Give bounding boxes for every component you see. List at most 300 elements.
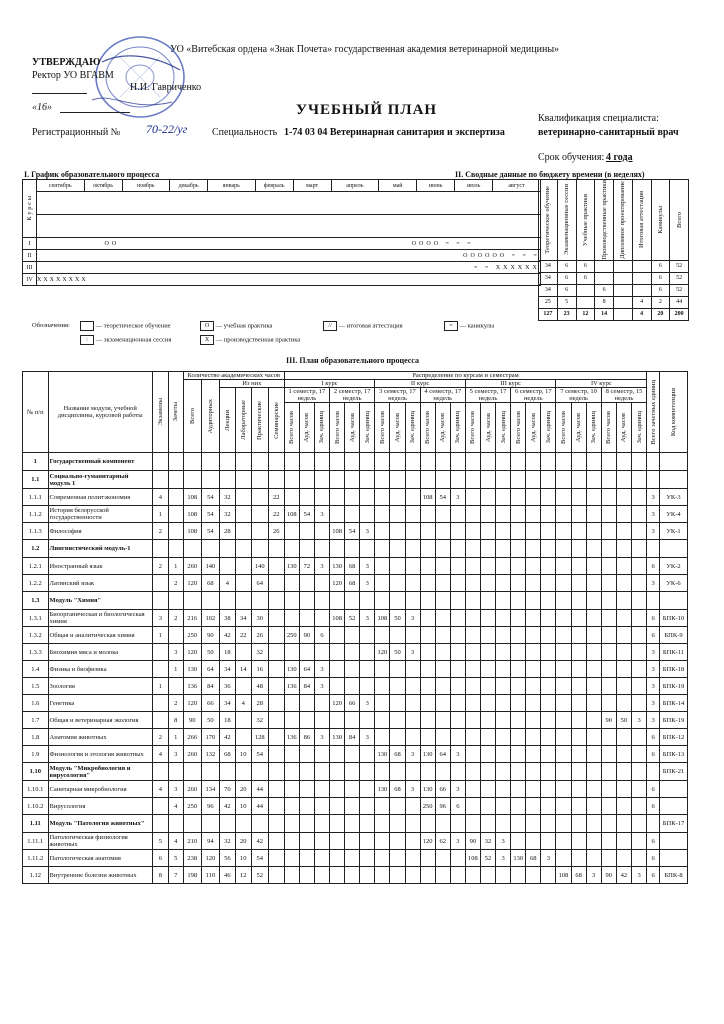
table-cell: 3 [314,661,329,678]
course-4-header: IV курс [556,380,647,388]
practice-symbol-icon: О [200,321,214,331]
table-cell [435,678,450,695]
table-cell [284,453,299,471]
table-cell [152,453,168,471]
table-cell: 3 [168,644,183,661]
table-cell: 6 [647,833,660,850]
table-cell [511,695,526,712]
table-cell: 120 [183,695,201,712]
summary-cell [614,260,633,272]
table-cell [314,833,329,850]
table-cell [465,798,480,815]
table-cell: 3 [647,489,660,506]
table-cell [219,592,235,610]
table-cell [541,729,556,746]
table-cell: 66 [435,781,450,798]
table-cell: УК-2 [660,558,688,575]
table-cell [631,506,646,523]
table-cell [631,610,646,627]
table-cell [631,798,646,815]
summary-cell [614,272,633,284]
table-cell [268,610,284,627]
table-cell [586,644,601,661]
table-cell: 6 [647,610,660,627]
table-cell [631,453,646,471]
table-row [23,867,688,884]
table-cell [284,471,299,489]
table-cell [268,867,284,884]
table-cell: 3 [450,781,465,798]
table-cell [616,489,631,506]
final-symbol-icon: // [323,321,337,331]
term-label: Срок обучения: [538,152,605,163]
table-cell [152,592,168,610]
table-cell [420,712,435,729]
table-cell [465,678,480,695]
table-cell [330,678,345,695]
table-cell: 90 [601,712,616,729]
table-cell [375,575,390,592]
table-cell [526,798,541,815]
table-cell [345,471,360,489]
table-cell [314,540,329,558]
table-cell [284,592,299,610]
table-cell [601,489,616,506]
table-cell [235,592,251,610]
prod-symbol-icon: X [200,335,214,345]
table-cell [480,815,495,833]
table-cell: 128 [251,729,268,746]
subcolumn-header: Ауд. часов [299,403,314,453]
table-cell [268,850,284,867]
table-cell [420,453,435,471]
table-cell [405,627,420,644]
table-cell [375,540,390,558]
table-cell [345,678,360,695]
table-cell [435,627,450,644]
table-cell [465,523,480,540]
table-cell [152,471,168,489]
table-cell [511,558,526,575]
table-cell [450,729,465,746]
table-cell [586,540,601,558]
table-cell: 54 [201,523,219,540]
table-cell [496,506,511,523]
table-cell: 4 [168,798,183,815]
table-cell [526,644,541,661]
table-cell [375,592,390,610]
table-cell [201,763,219,781]
table-cell [480,798,495,815]
table-cell: 20 [235,781,251,798]
table-cell [183,453,201,471]
table-cell: 54 [299,506,314,523]
table-cell [390,471,405,489]
table-cell [465,575,480,592]
table-cell [526,610,541,627]
table-cell: 1 [168,558,183,575]
table-cell [586,746,601,763]
table-cell [586,695,601,712]
table-cell [571,610,586,627]
table-cell [268,729,284,746]
table-cell [541,644,556,661]
discipline-name: Генетика [48,695,152,712]
table-cell [616,798,631,815]
table-cell [268,712,284,729]
table-cell [390,833,405,850]
table-cell [360,592,375,610]
table-cell [616,661,631,678]
col-ze: Всего зачетных единиц [647,372,660,453]
table-cell [435,712,450,729]
table-cell [556,610,571,627]
month-cell: декабрь [170,180,208,192]
table-cell [616,575,631,592]
table-row [23,746,688,763]
table-cell: 72 [299,558,314,575]
table-cell [496,798,511,815]
table-cell [450,471,465,489]
table-cell: 108 [330,523,345,540]
table-cell [526,575,541,592]
discipline-name: Физика и биофизика [48,661,152,678]
table-cell [152,712,168,729]
table-cell [235,453,251,471]
table-cell: 12 [235,867,251,884]
table-cell [284,763,299,781]
table-cell [571,850,586,867]
month-cell: август [493,180,541,192]
table-cell [631,695,646,712]
schedule-weeks-row [23,192,541,215]
table-cell [616,627,631,644]
table-cell [390,729,405,746]
table-cell [526,489,541,506]
table-cell: 5 [168,850,183,867]
table-cell [556,453,571,471]
col-code: Код компетенции [660,372,688,453]
table-cell [496,558,511,575]
table-cell [435,815,450,833]
table-cell [390,867,405,884]
table-cell [314,471,329,489]
table-cell [450,850,465,867]
table-cell: 32 [219,489,235,506]
table-cell [601,798,616,815]
row-number: 1.11.1 [23,833,49,850]
summary-cell [614,296,633,308]
table-cell: 170 [201,729,219,746]
table-cell: 108 [183,506,201,523]
table-cell [345,781,360,798]
table-cell: 108 [183,489,201,506]
table-cell [375,867,390,884]
table-cell [480,592,495,610]
table-cell [556,712,571,729]
table-cell [541,815,556,833]
month-cell: январь [208,180,256,192]
table-cell [660,833,688,850]
table-cell [496,489,511,506]
table-cell [284,850,299,867]
table-cell: 90 [601,867,616,884]
summary-cell: 52 [670,272,689,284]
table-cell: 260 [183,781,201,798]
subcolumn-header: Зач. единиц [450,403,465,453]
table-cell [556,644,571,661]
schedule-grid [22,179,541,286]
discipline-name: Философия [48,523,152,540]
table-cell: 108 [420,489,435,506]
table-row [23,729,688,746]
table-cell [631,540,646,558]
col-total: Всего [183,380,201,453]
table-cell [168,453,183,471]
subcolumn-header: Всего часов [420,403,435,453]
table-cell [405,471,420,489]
table-cell: 250 [284,627,299,644]
table-cell: 1 [152,506,168,523]
table-cell: 120 [330,695,345,712]
table-cell [571,729,586,746]
table-cell [330,746,345,763]
row-number: 1.2 [23,540,49,558]
table-cell [360,850,375,867]
table-cell [299,815,314,833]
table-cell: 86 [299,729,314,746]
table-cell [541,798,556,815]
table-cell [330,644,345,661]
semester-header: 3 семестр, 17 недель [375,388,420,403]
table-cell [345,540,360,558]
table-cell: 54 [345,523,360,540]
table-cell [601,746,616,763]
table-cell [168,678,183,695]
table-cell [496,695,511,712]
table-cell [420,815,435,833]
summary-row [539,260,689,272]
section-2-title: II. Сводные данные по бюджету времени (в неделях) [455,170,645,179]
table-cell: 64 [299,661,314,678]
table-cell [360,678,375,695]
table-cell [168,506,183,523]
table-cell [183,815,201,833]
table-cell: 90 [183,712,201,729]
summary-cell: 6 [557,284,576,296]
table-cell: 84 [201,678,219,695]
discipline-name: Общая и ветеринарная экология [48,712,152,729]
table-cell [601,453,616,471]
table-cell [152,815,168,833]
table-cell [284,781,299,798]
table-cell: 3 [647,695,660,712]
table-cell [360,798,375,815]
table-cell [480,506,495,523]
table-cell [631,833,646,850]
table-cell [375,833,390,850]
table-cell [601,678,616,695]
table-cell [299,712,314,729]
table-cell: 16 [251,661,268,678]
table-row [23,833,688,850]
table-cell [586,661,601,678]
table-cell [390,627,405,644]
table-cell: 108 [330,610,345,627]
table-cell: 66 [201,695,219,712]
summary-body [539,260,689,320]
table-cell [168,592,183,610]
table-cell [345,644,360,661]
table-cell [420,558,435,575]
table-cell [465,489,480,506]
table-cell [219,471,235,489]
table-cell: 90 [465,833,480,850]
table-cell [168,471,183,489]
theory-symbol-icon [80,321,94,331]
col-hours: Количество академических часов [183,372,284,380]
semester-header: 6 семестр, 17 недель [511,388,556,403]
table-cell [556,592,571,610]
table-cell [268,678,284,695]
table-cell [450,592,465,610]
table-cell [541,763,556,781]
table-cell [450,523,465,540]
summary-cell: 200 [670,308,689,320]
table-cell [450,695,465,712]
table-cell: 130 [375,781,390,798]
table-cell [480,712,495,729]
table-cell: 44 [251,781,268,798]
table-cell [526,558,541,575]
table-cell [465,610,480,627]
table-cell: 8 [152,867,168,884]
table-cell: 3 [168,746,183,763]
table-cell: 6 [314,627,329,644]
month-cell: май [379,180,417,192]
table-cell [647,763,660,781]
table-cell: 250 [420,798,435,815]
col-credits: Зачеты [168,372,183,453]
table-cell [405,798,420,815]
table-cell [526,523,541,540]
table-cell: 7 [168,867,183,884]
table-cell [435,558,450,575]
table-cell [571,746,586,763]
table-cell: 3 [360,523,375,540]
table-cell [496,661,511,678]
table-cell: 130 [420,746,435,763]
schedule-course-row: II ОООООО = = = [23,250,541,262]
table-cell: 94 [201,833,219,850]
discipline-name: Биохимия мяса и молока [48,644,152,661]
discipline-name: Физиология и этология животных [48,746,152,763]
table-cell [299,592,314,610]
table-cell [345,506,360,523]
subcolumn-header: Всего часов [330,403,345,453]
table-cell [345,661,360,678]
table-cell: 3 [631,867,646,884]
table-cell [465,558,480,575]
table-cell [183,763,201,781]
semester-header: 5 семестр, 17 недель [465,388,510,403]
signature-line [32,93,87,94]
table-cell: 1 [168,729,183,746]
table-cell [435,506,450,523]
table-cell: 4 [219,575,235,592]
table-cell [390,798,405,815]
table-cell [360,712,375,729]
table-cell [556,798,571,815]
table-cell [526,453,541,471]
table-cell [465,471,480,489]
table-cell [330,506,345,523]
table-cell: 3 [496,833,511,850]
table-cell [541,833,556,850]
table-cell [360,763,375,781]
table-row [23,523,688,540]
table-cell [405,575,420,592]
table-cell [601,610,616,627]
table-cell: 108 [556,867,571,884]
table-cell: 10 [235,746,251,763]
table-cell [616,453,631,471]
table-cell: 56 [219,850,235,867]
table-cell [405,489,420,506]
semester-header: 4 семестр, 17 недель [420,388,465,403]
subcolumn-header: Ауд. часов [480,403,495,453]
table-cell [511,575,526,592]
table-cell [647,592,660,610]
table-cell [360,661,375,678]
table-cell: 54 [201,489,219,506]
approval-date: «16» [32,102,52,113]
table-cell [556,575,571,592]
table-cell [480,540,495,558]
table-cell [616,781,631,798]
table-cell [480,471,495,489]
schedule-months-row [23,180,541,192]
table-cell [541,712,556,729]
table-cell: 6 [450,798,465,815]
table-cell [390,661,405,678]
table-cell: 4 [152,489,168,506]
col-sem: Семинарские [268,388,284,453]
table-cell: 22 [235,627,251,644]
table-cell [541,781,556,798]
table-cell: 42 [219,729,235,746]
table-cell [601,506,616,523]
table-cell: 90 [201,627,219,644]
summary-row [539,284,689,296]
table-cell: 3 [631,712,646,729]
table-cell [235,540,251,558]
table-cell [511,610,526,627]
table-cell [511,867,526,884]
subcolumn-header: Всего часов [375,403,390,453]
summary-cell: 6 [595,284,614,296]
schedule-course-row: IV XXXXXXXX [23,274,541,286]
table-cell [299,644,314,661]
table-cell [390,850,405,867]
course-3-header: III курс [465,380,556,388]
table-cell [330,489,345,506]
table-cell: 130 [330,558,345,575]
discipline-name: Современная политэкономия [48,489,152,506]
table-cell [168,489,183,506]
discipline-name: Вирусология [48,798,152,815]
table-cell: 68 [526,850,541,867]
